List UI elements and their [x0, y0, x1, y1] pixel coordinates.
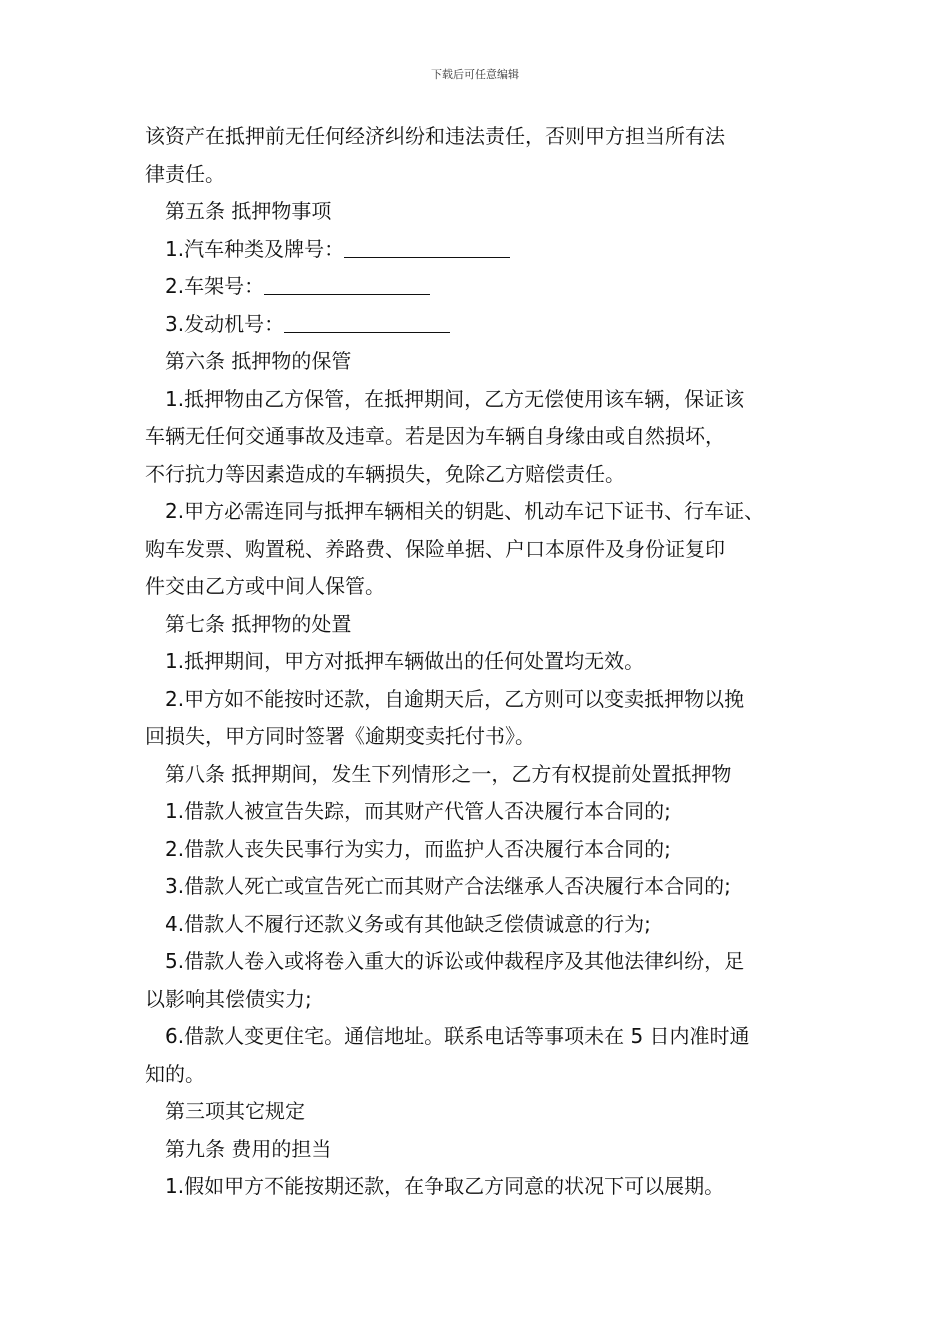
document-body	[145, 118, 835, 1206]
fill-in-blank	[264, 274, 430, 295]
form-item-engine	[145, 306, 835, 344]
paragraph-line: 1.抵押期间，甲方对抵押车辆做出的任何处置均无效。	[165, 649, 645, 673]
form-item-frame	[145, 268, 835, 306]
article-heading: 第五条 抵押物事项	[165, 199, 332, 223]
paragraph-line: 律责任。	[145, 161, 225, 186]
form-item-label: 1.汽车种类及牌号：	[165, 236, 345, 261]
fill-in-blank	[284, 312, 450, 333]
article-heading: 第九条 费用的担当	[165, 1136, 332, 1161]
paragraph-line: 车辆无任何交通事故及违章。若是因为车辆自身缘由或自然损坏，	[145, 424, 725, 448]
paragraph-line: 2.甲方如不能按时还款，自逾期天后，乙方则可以变卖抵押物以挽	[165, 686, 745, 711]
article-heading: 第六条 抵押物的保管	[165, 349, 352, 373]
page-header: 下载后可任意编辑	[431, 68, 519, 81]
paragraph-line: 件交由乙方或中间人保管。	[145, 574, 385, 598]
list-item: 1.假如甲方不能按期还款，在争取乙方同意的状况下可以展期。	[165, 1174, 725, 1198]
paragraph-line: 以影响其偿债实力;	[145, 986, 312, 1011]
paragraph-line: 知的。	[145, 1061, 205, 1086]
paragraph-line: 2.甲方必需连同与抵押车辆相关的钥匙、机动车记下证书、行车证、	[165, 499, 765, 523]
form-item-plate	[145, 231, 835, 269]
form-item-label: 3.发动机号：	[165, 311, 285, 336]
list-item: 4.借款人不履行还款义务或有其他缺乏偿债诚意的行为;	[165, 911, 651, 936]
fill-in-blank	[344, 237, 510, 258]
paragraph-line: 回损失，甲方同时签署《逾期变卖托付书》。	[145, 724, 535, 748]
paragraph-line: 1.抵押物由乙方保管，在抵押期间，乙方无偿使用该车辆，保证该	[165, 386, 745, 411]
section-heading: 第三项其它规定	[165, 1099, 305, 1123]
list-item: 5.借款人卷入或将卷入重大的诉讼或仲裁程序及其他法律纠纷，足	[165, 949, 745, 973]
paragraph-line: 该资产在抵押前无任何经济纠纷和违法责任，否则甲方担当所有法	[145, 124, 725, 148]
list-item: 2.借款人丧失民事行为实力，而监护人否决履行本合同的;	[165, 836, 671, 861]
list-item: 3.借款人死亡或宣告死亡而其财产合法继承人否决履行本合同的;	[165, 874, 731, 898]
article-heading: 第七条 抵押物的处置	[165, 611, 352, 636]
form-item-label: 2.车架号：	[165, 274, 265, 298]
paragraph-line: 不行抗力等因素造成的车辆损失，免除乙方赔偿责任。	[145, 461, 625, 486]
article-heading: 第八条 抵押期间，发生下列情形之一，乙方有权提前处置抵押物	[165, 761, 732, 786]
list-item: 6.借款人变更住宅。通信地址。联系电话等事项未在 5 日内准时通	[165, 1024, 750, 1048]
paragraph-line: 购车发票、购置税、养路费、保险单据、户口本原件及身份证复印	[145, 536, 725, 561]
list-item: 1.借款人被宣告失踪，而其财产代管人否决履行本合同的;	[165, 799, 671, 823]
